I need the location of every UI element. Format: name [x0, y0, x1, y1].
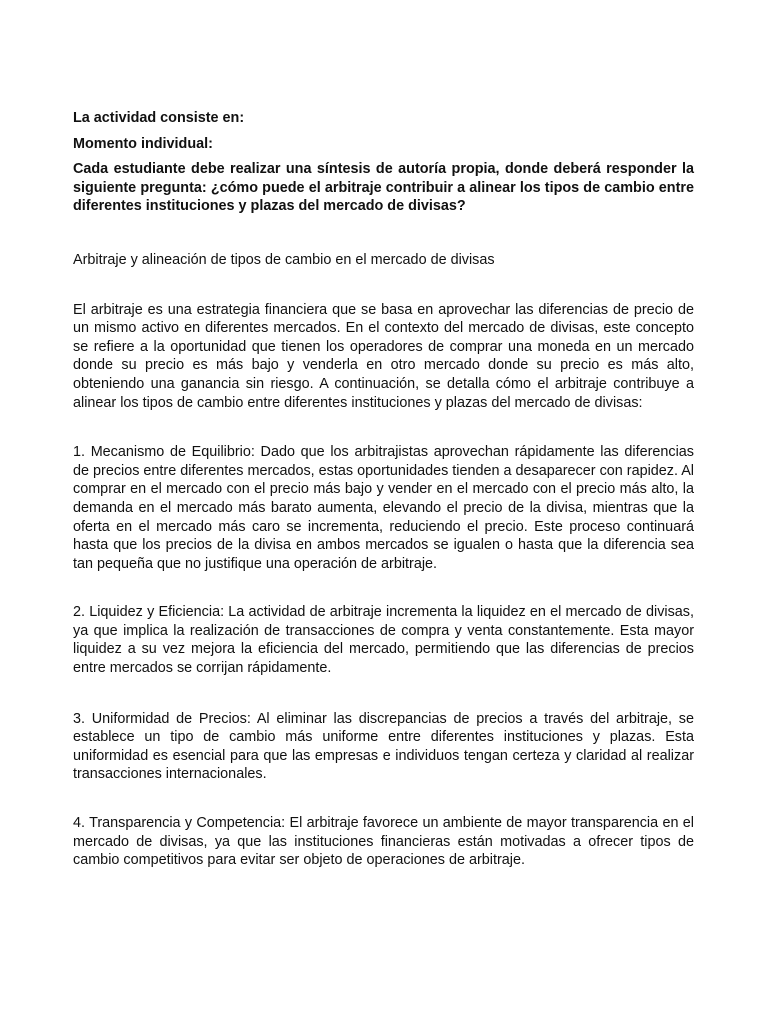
point-equilibrium: 1. Mecanismo de Equilibrio: Dado que los arbitrajistas aprovechan rápidamente las diferencias de precios entre diferentes mercados, estas oportunidades tienden a desaparecer con rapidez. Al comprar en el mercado con el precio más bajo y vender en el mercado con el precio más alto, la demanda en el mercado más barato aumenta, elevando el precio de la divisa, mientras que la oferta en el mercado más caro se incrementa, reduciendo el precio. Este proceso continuará hasta que los precios de la divisa en ambos mercados se igualen o hasta que la diferencia sea tan pequeña que no justifique una operación de arbitraje. — [73, 444, 694, 572]
instruction-text: Cada estudiante debe realizar una síntesis de autoría propia, donde deberá responder la siguiente pregunta: ¿cómo puede el arbitraje contribuir a alinear los tipos de cambio entre diferentes instituciones y plazas del mercado de divisas? — [73, 161, 694, 215]
point-uniformity: 3. Uniformidad de Precios: Al eliminar las discrepancias de precios a través del arbitraje, se establece un tipo de cambio más uniforme entre diferentes instituciones y plazas. Esta uniformidad es esencial para que las empresas e individuos tengan certeza y claridad al realizar transacciones internacionales. — [73, 710, 694, 783]
intro-paragraph: El arbitraje es una estrategia financiera que se basa en aprovechar las diferencias de precio de un mismo activo en diferentes mercados. En el contexto del mercado de divisas, este concepto se refiere a la oportunidad que tienen los operadores de comprar una moneda en un mercado donde su precio es más bajo y venderla en otro mercado donde su precio es más alto, obteniendo una ganancia sin riesgo. A continuación, se detalla cómo el arbitraje contribuye a alinear los tipos de cambio entre diferentes instituciones y plazas del mercado de divisas: — [73, 301, 694, 411]
document-title: Arbitraje y alineación de tipos de cambio en el mercado de divisas — [73, 251, 495, 268]
heading-activity: La actividad consiste en: — [73, 110, 245, 126]
heading-moment: Momento individual: — [73, 135, 213, 152]
point-transparency: 4. Transparencia y Competencia: El arbitraje favorece un ambiente de mayor transparencia en el mercado de divisas, ya que las instituciones financieras están motivadas a ofrecer tipos de cambio competitivos para evitar ser objeto de operaciones de arbitraje. — [73, 815, 694, 869]
document-page — [73, 107, 694, 870]
point-liquidity: 2. Liquidez y Eficiencia: La actividad de arbitraje incrementa la liquidez en el mercado de divisas, ya que implica la realización de transacciones de compra y venta constantemente. Esta mayor liquidez a su vez mejora la eficiencia del mercado, permitiendo que las diferencias de precios entre mercados se corrijan rápidamente. — [73, 604, 694, 677]
